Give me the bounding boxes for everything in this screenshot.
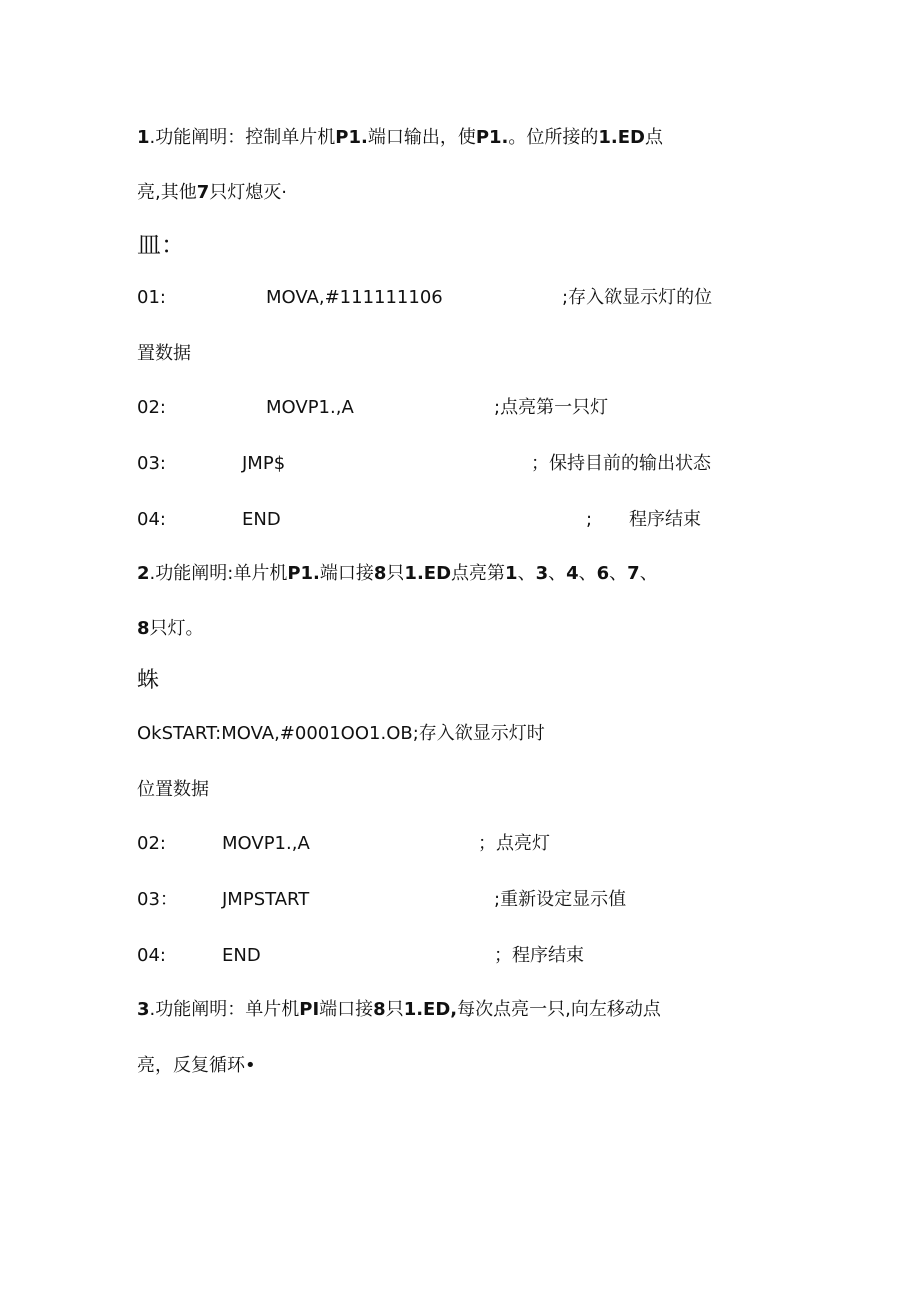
- instruction: END: [222, 945, 261, 966]
- heading-text: 每次点亮一只,向左移动点: [457, 999, 661, 1020]
- section1-heading-text: .功能阐明：控制单片机: [149, 127, 336, 148]
- bold-term: 4: [566, 563, 579, 584]
- heading-text: 、: [578, 563, 597, 584]
- instruction: MOVP1.,A: [266, 397, 354, 418]
- heading-text: 。位所接的: [508, 127, 599, 148]
- bold-term: 1.ED,: [403, 999, 458, 1020]
- bold-term: PI: [299, 999, 320, 1020]
- line-number: 04:: [137, 945, 166, 966]
- code-line: [0, 286, 920, 310]
- section1-label: 皿：: [137, 231, 185, 259]
- bold-term: 1.ED: [404, 563, 452, 584]
- comment: ;重新设定显示值: [494, 889, 627, 910]
- heading-text: 、: [548, 563, 567, 584]
- comment: ；点亮灯: [478, 833, 550, 854]
- heading-text: 只: [385, 999, 404, 1020]
- line-number: 02:: [137, 397, 166, 418]
- heading-text: .功能阐明:单片机: [149, 563, 288, 584]
- line-number: 04:: [137, 509, 166, 530]
- instruction: MOVP1.,A: [222, 833, 310, 854]
- code-line: [0, 944, 920, 968]
- heading-text: 端口接: [319, 563, 374, 584]
- code-line: [0, 888, 920, 912]
- instruction: MOVA,#111111106: [266, 287, 443, 308]
- section2-heading-line2: [137, 617, 204, 641]
- line-number: 02:: [137, 833, 166, 854]
- section2-label: 蛛: [137, 668, 160, 693]
- heading-text: .功能阐明：单片机: [149, 999, 300, 1020]
- heading-text: 只: [386, 563, 405, 584]
- bold-term: P1.: [287, 563, 320, 584]
- instruction: END: [242, 509, 281, 530]
- section3-number: 3: [137, 999, 150, 1020]
- bold-term: 8: [373, 563, 387, 584]
- comment: ；程序结束: [494, 945, 584, 966]
- comment: ；保持目前的输出状态: [531, 453, 711, 474]
- heading-text: 端口输出，使: [367, 127, 476, 148]
- heading-text: 亮,其他: [137, 182, 197, 203]
- code-line: [0, 778, 920, 802]
- comment-continuation: 置数据: [137, 343, 191, 364]
- section1-number: 1: [137, 127, 150, 148]
- comment-continuation: 位置数据: [137, 779, 209, 800]
- bold-term: 7: [627, 563, 640, 584]
- code-line: [0, 832, 920, 856]
- code-line: [0, 396, 920, 420]
- line-number: 03：: [137, 889, 178, 910]
- bold-term: 3: [535, 563, 549, 584]
- heading-text: 点: [645, 127, 663, 148]
- section3-heading-line1: [137, 998, 661, 1022]
- bold-term: P1.: [335, 127, 368, 148]
- section1-heading-line1: [137, 126, 663, 150]
- comment-marker: ;: [586, 509, 593, 530]
- section3-heading-line2: 亮，反复循环•: [137, 1055, 256, 1076]
- heading-text: 、: [639, 563, 658, 584]
- bold-term: 1: [505, 563, 518, 584]
- code-line: [0, 508, 920, 532]
- section2-heading-line1: [137, 562, 658, 586]
- line-number: 01:: [137, 287, 166, 308]
- comment: 程序结束: [629, 509, 701, 530]
- section2-number: 2: [137, 563, 150, 584]
- bold-term: 8: [137, 618, 150, 639]
- bold-term: 1.ED: [598, 127, 645, 148]
- code-line: [0, 722, 920, 746]
- heading-text: 点亮第: [451, 563, 506, 584]
- bold-term: 8: [373, 999, 386, 1020]
- code-line: [0, 452, 920, 476]
- code-line: [0, 342, 920, 366]
- bold-term: 7: [196, 182, 210, 203]
- comment: ;存入欲显示灯的位: [562, 287, 713, 308]
- heading-text: 只灯熄灭·: [209, 182, 287, 203]
- code-line-full: OkSTART:MOVA,#0001OO1.OB;存入欲显示灯时: [137, 723, 545, 744]
- heading-text: 、: [609, 563, 628, 584]
- comment: ;点亮第一只灯: [494, 397, 609, 418]
- heading-text: 只灯。: [149, 618, 204, 639]
- instruction: JMP$: [242, 453, 286, 474]
- bold-term: 6: [596, 563, 610, 584]
- bold-term: P1.: [475, 127, 509, 148]
- heading-text: 端口接: [319, 999, 374, 1020]
- instruction: JMPSTART: [222, 889, 310, 910]
- line-number: 03:: [137, 453, 166, 474]
- section1-heading-line2: [137, 181, 287, 205]
- heading-text: 、: [517, 563, 536, 584]
